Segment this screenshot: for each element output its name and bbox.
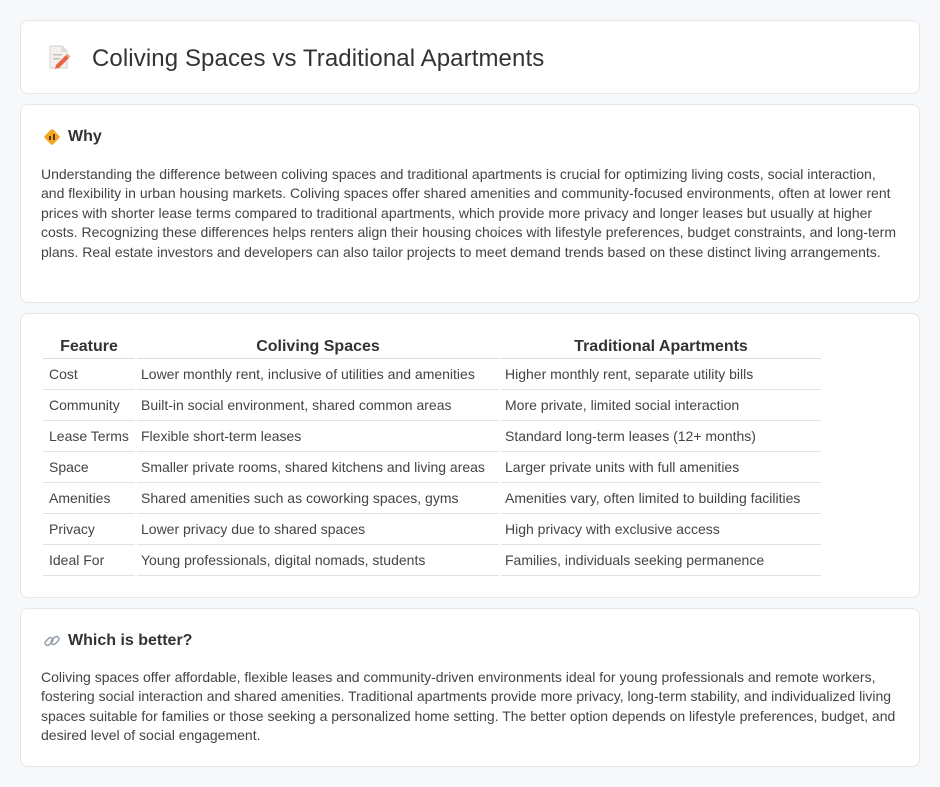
table-row — [43, 483, 821, 514]
table-row — [43, 514, 821, 545]
better-text: Coliving spaces offer affordable, flexible leases and community-driven environments ideal for young professionals and remote workers, fostering social interaction and shared amenities. Traditional apartments provide more privacy, long-term stability, and individualized living spaces suitable for families or those seeking a personalized home setting. The better option depends on lifestyle preferences, budget, and desired level of social engagement. — [41, 669, 896, 744]
feature-cell: Privacy — [43, 514, 135, 545]
header-card — [20, 20, 920, 94]
why-heading-row — [43, 127, 102, 147]
feature-cell: Ideal For — [43, 545, 135, 576]
feature-cell: Lease Terms — [43, 421, 135, 452]
table-header-row — [43, 335, 821, 359]
comparison-section — [20, 313, 920, 598]
page-title: Coliving Spaces vs Traditional Apartments — [92, 45, 545, 72]
table-row — [43, 452, 821, 483]
table-row — [43, 390, 821, 421]
which-is-better-section — [20, 608, 920, 767]
traditional-cell: Standard long-term leases (12+ months) — [501, 421, 821, 452]
coliving-cell: Lower monthly rent, inclusive of utilities and amenities — [137, 359, 499, 390]
diamond-sign-icon — [43, 128, 61, 146]
coliving-cell: Built-in social environment, shared common areas — [137, 390, 499, 421]
link-icon — [43, 632, 61, 650]
better-heading: Which is better? — [68, 632, 193, 649]
feature-cell: Community — [43, 390, 135, 421]
traditional-cell: More private, limited social interaction — [501, 390, 821, 421]
coliving-cell: Young professionals, digital nomads, students — [137, 545, 499, 576]
header-traditional: Traditional Apartments — [501, 335, 821, 359]
comparison-table — [41, 335, 823, 576]
traditional-cell: High privacy with exclusive access — [501, 514, 821, 545]
why-text: Understanding the difference between coliving spaces and traditional apartments is crucial for optimizing living costs, social interaction, and flexibility in urban housing markets. Coliving spaces offer shared amenities and community-focused environments, often at lower rent prices with shorter lease terms compared to traditional apartments, which provide more privacy and longer leases but usually at higher costs. Recognizing these differences helps renters align their housing choices with lifestyle preferences, budget constraints, and long-term plans. Real estate investors and developers can also tailor projects to meet demand trends based on these distinct living arrangements. — [41, 166, 896, 260]
table-row — [43, 359, 821, 390]
traditional-cell: Amenities vary, often limited to building facilities — [501, 483, 821, 514]
traditional-cell: Higher monthly rent, separate utility bills — [501, 359, 821, 390]
why-section — [20, 104, 920, 303]
why-heading: Why — [68, 128, 102, 145]
feature-cell: Amenities — [43, 483, 135, 514]
better-heading-row — [43, 631, 192, 651]
coliving-cell: Flexible short-term leases — [137, 421, 499, 452]
table-row — [43, 545, 821, 576]
traditional-cell: Larger private units with full amenities — [501, 452, 821, 483]
document-pencil-icon — [47, 44, 71, 70]
header-coliving: Coliving Spaces — [137, 335, 499, 359]
coliving-cell: Lower privacy due to shared spaces — [137, 514, 499, 545]
traditional-cell: Families, individuals seeking permanence — [501, 545, 821, 576]
coliving-cell: Smaller private rooms, shared kitchens and living areas — [137, 452, 499, 483]
feature-cell: Cost — [43, 359, 135, 390]
feature-cell: Space — [43, 452, 135, 483]
table-row — [43, 421, 821, 452]
header-feature: Feature — [43, 335, 135, 359]
coliving-cell: Shared amenities such as coworking spaces, gyms — [137, 483, 499, 514]
